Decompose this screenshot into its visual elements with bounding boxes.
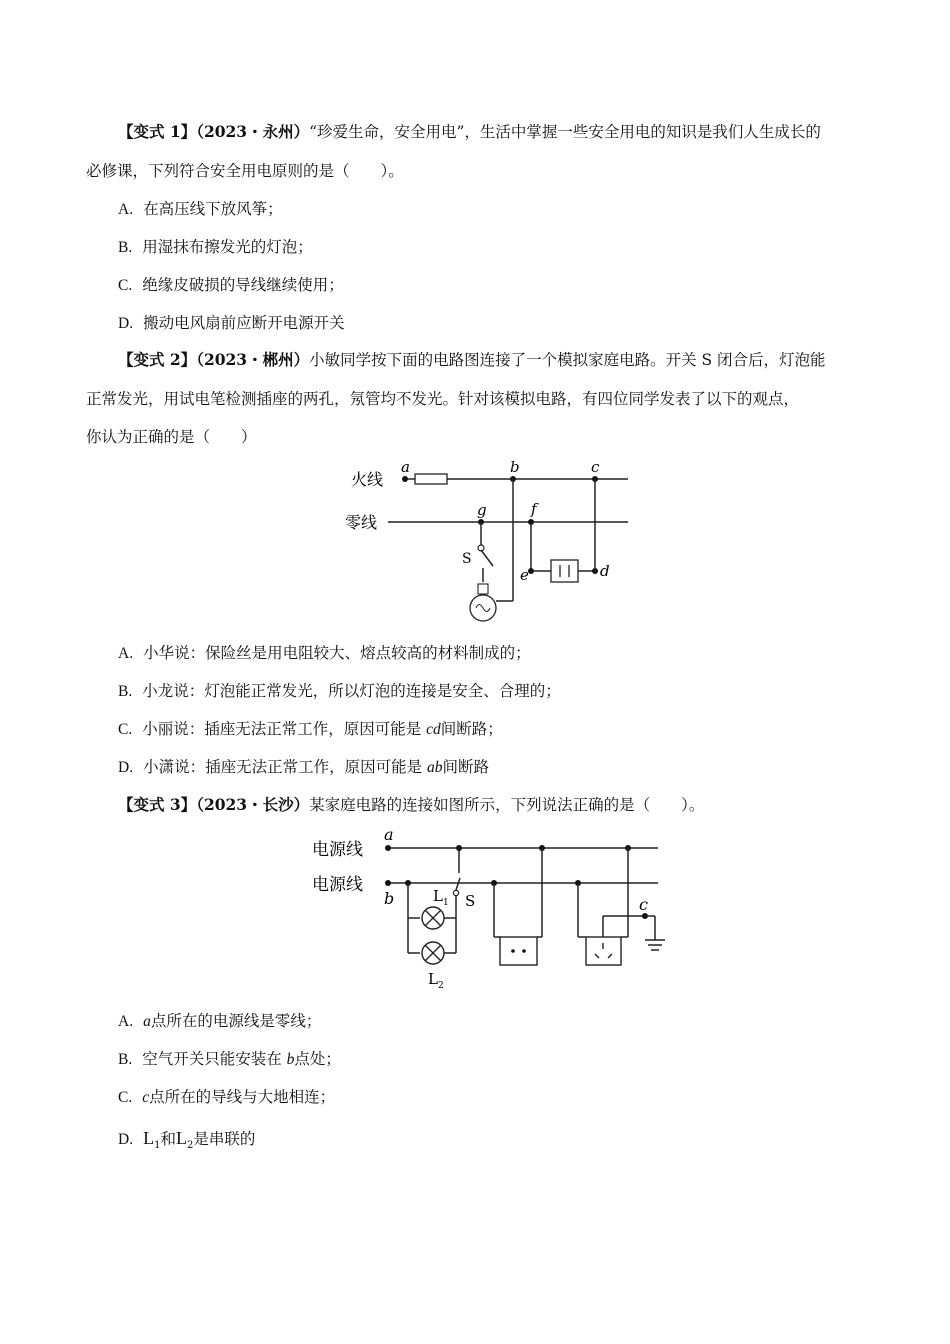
q2-option-b[interactable]: B. 小龙说：灯泡能正常发光，所以灯泡的连接是安全、合理的； — [118, 682, 561, 700]
q3-option-d[interactable]: D. $L_1$和$L_2$是串联的 — [118, 1128, 256, 1152]
live-wire-label: 火线 — [351, 470, 384, 489]
lamp-l1-icon — [422, 907, 444, 929]
q3-circuit-diagram — [310, 826, 670, 996]
q2-stem-line2: 正常发光，用试电笔检测插座的两孔，氖管均不发光。针对该模拟电路，有四位同学发表了以下的观点， — [86, 390, 800, 408]
q1-tag: 【变式 1】 — [118, 122, 197, 141]
socket-icon — [551, 560, 578, 582]
q3-option-b[interactable]: B. 空气开关只能安装在 b点处； — [118, 1050, 341, 1068]
point-a-label: a — [401, 458, 410, 476]
q2-option-d[interactable]: D. 小潇说：插座无法正常工作，原因可能是 ab间断路 — [118, 758, 490, 776]
q3-source: （2023・长沙） — [196, 795, 310, 814]
switch-s-label: S — [462, 551, 472, 567]
ground-icon — [645, 940, 665, 950]
point-e-label: e — [520, 566, 529, 584]
lamp-l2-icon — [422, 942, 444, 964]
q1-option-c[interactable]: C. 绝缘皮破损的导线继续使用； — [118, 276, 344, 294]
q2-option-c[interactable]: C. 小丽说：插座无法正常工作，原因可能是 cd间断路； — [118, 720, 503, 738]
q3-stem-line — [118, 795, 908, 815]
two-hole-socket-icon — [500, 937, 537, 965]
l2-label: $L_2$ — [428, 970, 444, 991]
fuse-icon — [415, 474, 447, 484]
l1-label: $L_1$ — [433, 887, 449, 908]
q3-option-c[interactable]: C. c点所在的导线与大地相连； — [118, 1088, 336, 1106]
supply-line2-label: 电源线 — [312, 875, 363, 895]
q2-source: （2023・郴州） — [196, 350, 310, 369]
point-b-label: b — [510, 458, 520, 476]
point-g-label: g — [477, 501, 487, 519]
switch-s-label: S — [465, 892, 476, 910]
q2-stem-text1: 小敏同学按下面的电路图连接了一个模拟家庭电路。开关 S 闭合后，灯泡能 — [309, 351, 826, 369]
point-c-label: c — [639, 895, 648, 914]
point-a-label: a — [384, 825, 394, 844]
q3-tag: 【变式 3】 — [118, 795, 197, 814]
q2-stem-line1 — [118, 350, 908, 370]
neutral-wire-label: 零线 — [345, 513, 378, 532]
q3-stem-text: 某家庭电路的连接如图所示，下列说法正确的是（ ）。 — [309, 796, 705, 814]
switch-s-icon — [481, 550, 493, 566]
q1-option-d[interactable]: D. 搬动电风扇前应断开电源开关 — [118, 314, 345, 332]
q1-stem-text1: “珍爱生命，安全用电”，生活中掌握一些安全用电的知识是我们人生成长的 — [309, 123, 821, 141]
q1-stem-line2: 必修课，下列符合安全用电原则的是（ ）。 — [86, 162, 404, 180]
q1-option-a[interactable]: A. 在高压线下放风筝； — [118, 200, 283, 218]
q2-tag: 【变式 2】 — [118, 350, 197, 369]
q1-option-b[interactable]: B. 用湿抹布擦发光的灯泡； — [118, 238, 313, 256]
switch-s-icon — [456, 878, 460, 890]
point-d-label: d — [600, 562, 610, 580]
q2-circuit-diagram — [345, 458, 645, 633]
bulb-icon — [470, 584, 496, 621]
point-f-label: f — [531, 500, 537, 518]
q1-source: （2023・永州） — [196, 122, 310, 141]
q3-option-a[interactable]: A. a点所在的电源线是零线； — [118, 1012, 322, 1030]
q1-stem-line1 — [118, 122, 908, 142]
point-c-label: c — [591, 458, 600, 476]
q2-option-a[interactable]: A. 小华说：保险丝是用电阻较大、熔点较高的材料制成的； — [118, 644, 531, 662]
supply-line1-label: 电源线 — [312, 840, 363, 860]
point-b-label: b — [384, 889, 395, 908]
three-hole-socket-icon — [586, 937, 621, 965]
q2-stem-line3: 你认为正确的是（ ） — [86, 428, 257, 446]
